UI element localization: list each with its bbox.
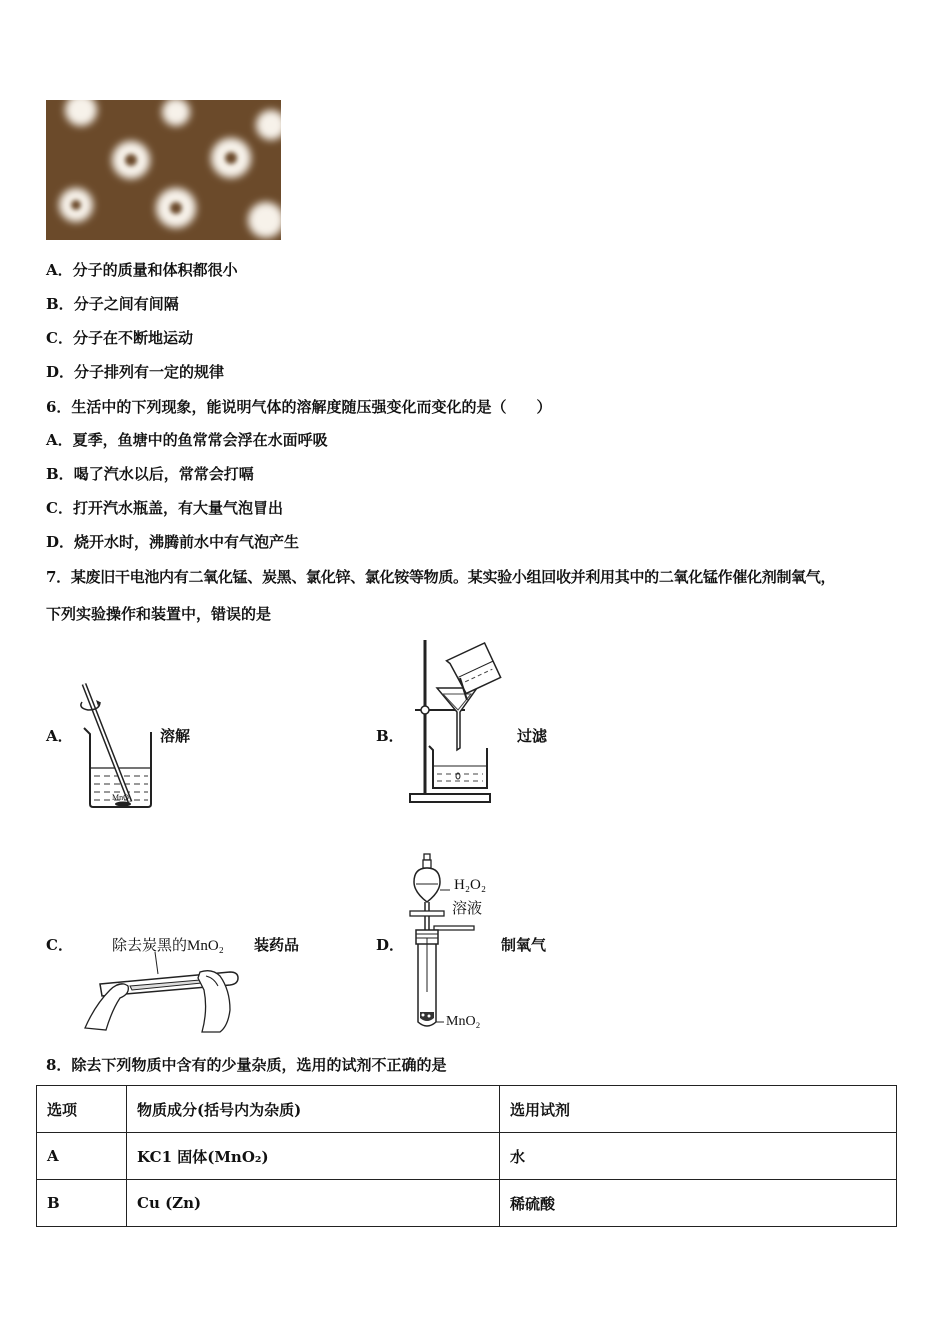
q7-option-d-letter[interactable]: D． xyxy=(376,936,405,954)
table-cell: 水 xyxy=(500,1133,897,1180)
q5-option-c[interactable]: C．分子在不断地运动 xyxy=(46,329,193,347)
q7-option-d-label-h2o2: H₂O₂ xyxy=(454,877,487,893)
q7-option-a-letter[interactable]: A． xyxy=(46,727,73,745)
q6-option-a[interactable]: A．夏季，鱼塘中的鱼常常会浮在水面呼吸 xyxy=(46,431,328,449)
q7-option-b-caption: 过滤 xyxy=(517,727,548,745)
table-cell: Cu (Zn) xyxy=(127,1180,500,1227)
table-cell: B xyxy=(37,1180,127,1227)
dissolving-figure xyxy=(78,680,158,810)
q7-option-d-label-mno2: MnO₂ xyxy=(446,1014,481,1029)
molecule-micrograph xyxy=(46,100,281,240)
q8-table xyxy=(36,1085,897,1227)
q7-stem-line1: 7．某废旧干电池内有二氧化锰、炭黑、氯化锌、氯化铵等物质。某实验小组回收并利用其中的二氧化锰作催化剂制氧气， xyxy=(46,568,836,586)
filtering-figure xyxy=(405,638,520,808)
table-cell: KC1 固体(MnO₂) xyxy=(127,1133,500,1180)
q5-option-d[interactable]: D．分子排列有一定的规律 xyxy=(46,363,225,381)
table-header-cell: 选项 xyxy=(37,1086,127,1133)
q6-option-b[interactable]: B．喝了汽水以后，常常会打嗝 xyxy=(46,465,254,483)
q7-stem-line2: 下列实验操作和装置中，错误的是 xyxy=(46,605,272,623)
q6-option-c[interactable]: C．打开汽水瓶盖，有大量气泡冒出 xyxy=(46,499,283,517)
q6-stem: 6．生活中的下列现象，能说明气体的溶解度随压强变化而变化的是（ ） xyxy=(46,398,552,416)
q7-option-c-letter[interactable]: C． xyxy=(46,936,73,954)
table-row[interactable] xyxy=(37,1180,897,1227)
table-cell: A xyxy=(37,1133,127,1180)
q5-option-b[interactable]: B．分子之间有间隔 xyxy=(46,295,179,313)
q7-option-a-caption: 溶解 xyxy=(160,727,191,745)
q7-option-d-caption: 制氧气 xyxy=(501,936,547,954)
q5-option-a[interactable]: A．分子的质量和体积都很小 xyxy=(46,261,238,279)
q7-option-b-letter[interactable]: B． xyxy=(376,727,404,745)
q6-option-d[interactable]: D．烧开水时，沸腾前水中有气泡产生 xyxy=(46,533,300,551)
beaker-sediment-label: MnO₂ xyxy=(112,793,132,802)
table-header-row xyxy=(37,1086,897,1133)
q8-stem: 8．除去下列物质中含有的少量杂质，选用的试剂不正确的是 xyxy=(46,1056,447,1074)
q7-option-c-figure-label: 除去炭黑的MnO₂ xyxy=(112,938,224,954)
table-header-cell: 物质成分(括号内为杂质) xyxy=(127,1086,500,1133)
q7-option-c-caption: 装药品 xyxy=(254,936,300,954)
table-cell: 稀硫酸 xyxy=(500,1180,897,1227)
table-header-cell: 选用试剂 xyxy=(500,1086,897,1133)
loading-powder-figure xyxy=(80,950,250,1035)
q7-option-d-label-solution: 溶液 xyxy=(452,901,483,917)
table-row[interactable] xyxy=(37,1133,897,1180)
